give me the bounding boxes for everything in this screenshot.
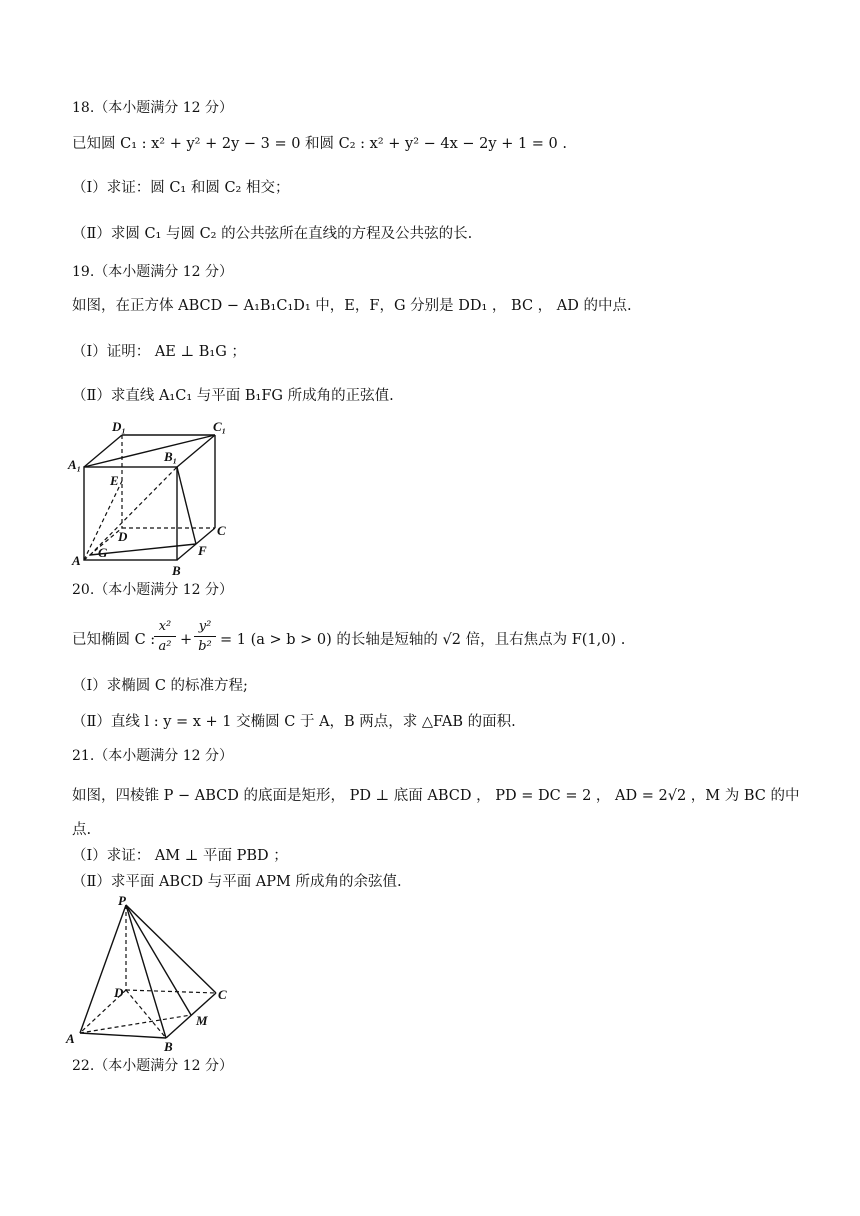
problem-19-header: 19.（本小题满分 12 分） [72, 264, 233, 280]
label-A1: A₁ [68, 457, 82, 472]
fraction-x-denominator: a² [154, 636, 176, 657]
problem-18-part-2: （Ⅱ）求圆 C₁ 与圆 C₂ 的公共弦所在直线的方程及公共弦的长. [72, 226, 473, 242]
label-B1: B₁ [164, 449, 178, 464]
fraction-y-denominator: b² [194, 636, 216, 657]
problem-22-header: 22.（本小题满分 12 分） [72, 1058, 233, 1074]
label-B: B [172, 563, 181, 578]
label-C1: C₁ [213, 419, 227, 434]
label-D1: D₁ [112, 419, 126, 434]
problem-21-stem-line2: 点. [72, 822, 92, 838]
problem-21-part-1: （Ⅰ）求证： AM ⊥ 平面 PBD ； [72, 848, 288, 864]
label-A: A [66, 1031, 75, 1046]
fraction-y-numerator: y² [198, 619, 212, 634]
plus-sign: + [180, 632, 193, 648]
problem-19-stem: 如图，在正方体 ABCD − A₁B₁C₁D₁ 中，E，F，G 分别是 DD₁ ， BC ， AD 的中点. [72, 298, 632, 314]
label-D: D [118, 529, 128, 544]
problem-21-part-2: （Ⅱ）求平面 ABCD 与平面 APM 所成角的余弦值. [72, 874, 402, 890]
label-F: F [198, 543, 207, 558]
problem-19-part-1: （Ⅰ）证明： AE ⊥ B₁G ； [72, 344, 246, 360]
problem-21-header: 21.（本小题满分 12 分） [72, 748, 233, 764]
pyramid-figure [60, 893, 240, 1055]
fraction-x [154, 618, 176, 657]
label-A: A [72, 553, 81, 568]
problem-21-stem-line1: 如图，四棱锥 P − ABCD 的底面是矩形， PD ⊥ 底面 ABCD ， PD = DC = 2 ， AD = 2√2 ，M 为 BC 的中 [72, 788, 800, 804]
stem-suffix: = 1 (a > b > 0) 的长轴是短轴的 √2 倍，且右焦点为 F(1,0) . [220, 632, 626, 648]
problem-18-part-1: （Ⅰ）求证：圆 C₁ 和圆 C₂ 相交； [72, 180, 290, 196]
cube-figure [60, 415, 240, 580]
label-P: P [118, 893, 126, 908]
label-C: C [218, 987, 227, 1002]
problem-20-part-1: （Ⅰ）求椭圆 C 的标准方程; [72, 678, 248, 694]
label-D: D [114, 985, 124, 1000]
fraction-x-numerator: x² [158, 619, 172, 634]
fraction-y [194, 618, 216, 657]
label-B: B [164, 1039, 173, 1054]
label-G: G [98, 545, 108, 560]
problem-19-part-2: （Ⅱ）求直线 A₁C₁ 与平面 B₁FG 所成角的正弦值. [72, 388, 394, 404]
problem-20-header: 20.（本小题满分 12 分） [72, 582, 233, 598]
problem-20-part-2: （Ⅱ）直线 l : y = x + 1 交椭圆 C 于 A，B 两点，求 △FAB 的面积. [72, 714, 516, 730]
label-C: C [217, 523, 226, 538]
label-M: M [196, 1013, 208, 1028]
problem-18-header: 18.（本小题满分 12 分） [72, 100, 233, 116]
label-E: E [110, 473, 119, 488]
problem-18-stem: 已知圆 C₁ : x² + y² + 2y − 3 = 0 和圆 C₂ : x² + y² − 4x − 2y + 1 = 0 . [72, 136, 568, 152]
stem-prefix: 已知椭圆 C : [72, 632, 156, 648]
